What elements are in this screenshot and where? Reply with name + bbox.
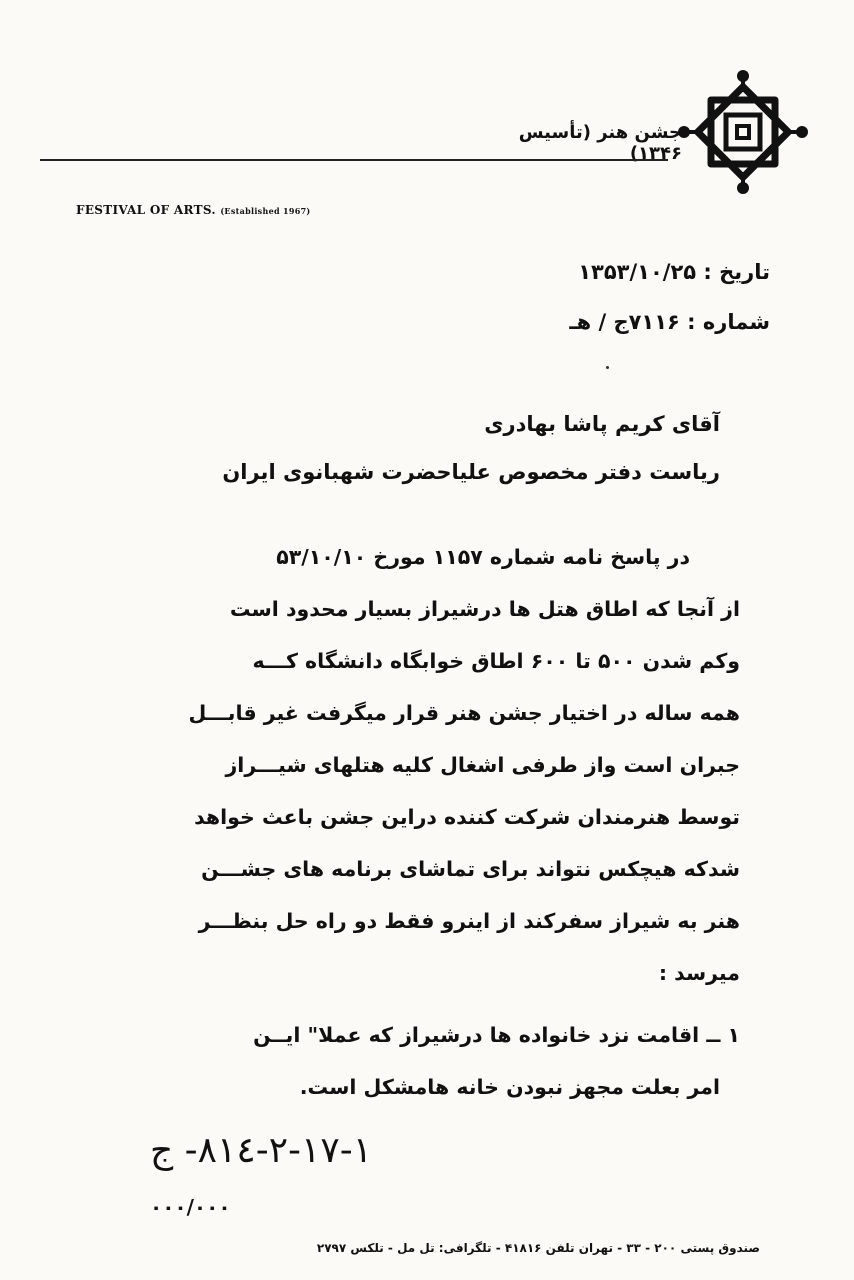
addressee-title: ریاست دفتر مخصوص علیاحضرت شهبانوی ایران bbox=[222, 460, 720, 484]
handwritten-fraction: ۰۰۰/۰۰۰ bbox=[150, 1195, 231, 1219]
addressee-name: آقای کریم پاشا بهادری bbox=[484, 412, 720, 436]
body-line: توسط هنرمندان شرکت کننده دراین جشن باعث خواهد bbox=[194, 805, 740, 829]
body-line: از آنجا که اطاق هتل ها درشیراز بسیار محدود است bbox=[229, 597, 740, 621]
body-line: جبران است واز طرفی اشغال کلیه هتلهای شیـــراز bbox=[225, 753, 740, 777]
number-line: شماره : ۷۱۱۶ج / هـ bbox=[569, 310, 770, 334]
item-1-line: ۱ ــ اقامت نزد خانواده ها درشیراز که عملا" ایــن bbox=[253, 1023, 740, 1047]
ink-dot bbox=[606, 366, 609, 369]
body-line: وکم شدن ۵۰۰ تا ۶۰۰ اطاق خوابگاه دانشگاه کـــه bbox=[252, 649, 740, 673]
handwritten-reference: ١-١٧-٢-٨١٤- ج bbox=[150, 1130, 373, 1171]
established-english: (Established 1967) bbox=[220, 206, 311, 216]
item-1-line: امر بعلت مجهز نبودن خانه هامشکل است. bbox=[299, 1075, 720, 1099]
body-line: میرسد : bbox=[658, 961, 740, 985]
body-line: هنر به شیراز سفرکند از اینرو فقط دو راه حل بنظـــر bbox=[198, 909, 740, 933]
festival-name-english-text: FESTIVAL OF ARTS. bbox=[76, 203, 216, 217]
letterhead-divider bbox=[40, 159, 668, 161]
body-line: در پاسخ نامه شماره ۱۱۵۷ مورخ ۵۳/۱۰/۱۰ bbox=[276, 545, 690, 569]
date-line: تاریخ : ۱۳۵۳/۱۰/۲۵ bbox=[578, 260, 770, 284]
festival-name-english bbox=[76, 203, 311, 217]
festival-name-persian: جشن هنر (تأسیس ۱۳۴۶) bbox=[518, 122, 682, 164]
festival-logo-icon bbox=[678, 70, 808, 194]
body-line: همه ساله در اختیار جشن هنر قرار میگرفت غیر قابـــل bbox=[188, 701, 740, 725]
body-line: شدکه هیچکس نتواند برای تماشای برنامه های جشـــن bbox=[201, 857, 740, 881]
footer-address: صندوق پستی ۲۰۰ - ۳۳ - تهران تلفن ۴۱۸۱۶ - تلگرافی: تل مل - تلکس ۲۷۹۷ bbox=[316, 1241, 760, 1255]
